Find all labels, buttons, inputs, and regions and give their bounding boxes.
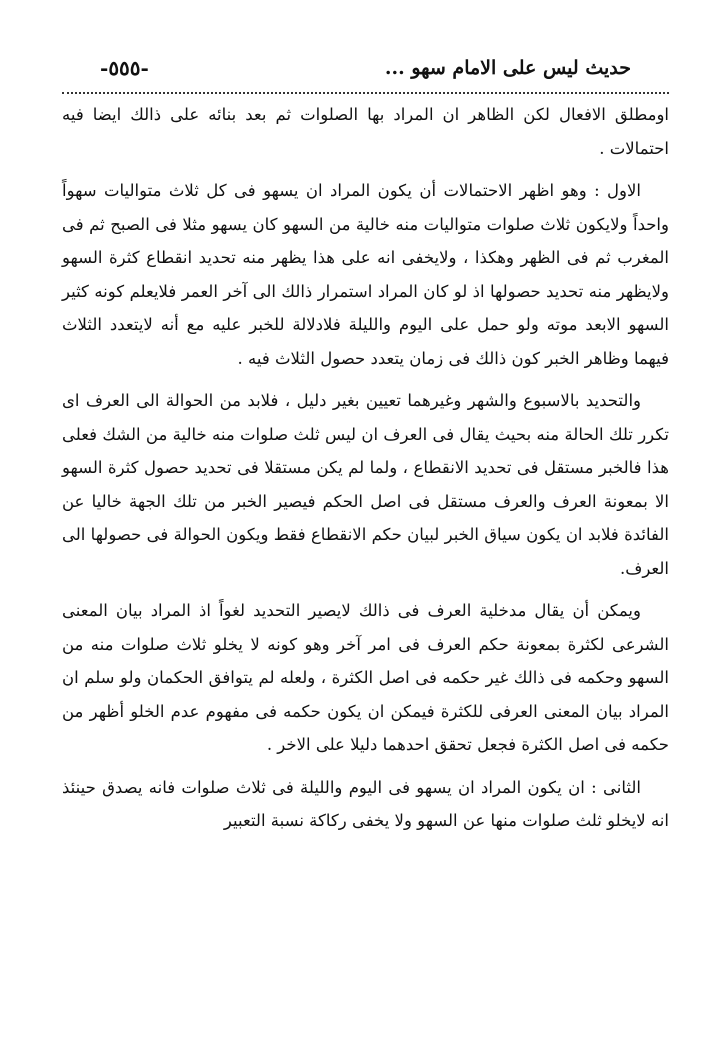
body-text: [62, 98, 669, 847]
page-header: [100, 50, 631, 86]
paragraph: الاول : وهو اظهر الاحتمالات أن يكون المراد ان يسهو فى كل ثلاث متواليات سهواً واحداً ولايكون ثلاث صلوات متواليات منه خالية من السهو كان يسهو مثلا فى الصبح ثم فى المغرب ثم فى الظهر وهكذا ، ولايخفى انه على هذا يظهر منه تحديد انقطاع كثرة السهو ولايظهر منه تحديد حصولها اذ لو كان المراد استمرار ذالك الى آخر العمر فلايعلم كونه كثير السهو الابعد موته ولو حمل على اليوم والليلة فلادلالة للخبر عليه مع أنه لايتعدد الثلاث فيهما وظاهر الخبر كون ذالك فى زمان يتعدد حصول الثلاث فيه .: [62, 181, 669, 368]
paragraph: والتحديد بالاسبوع والشهر وغيرهما تعيين بغير دليل ، فلابد من الحوالة الى العرف اى تكرر تلك الحالة منه بحيث يقال فى العرف ان ليس ثلث صلوات منه خالية من الشك فعلى هذا فالخبر مستقل فى تحديد الانقطاع ، ولما لم يكن مستقلا فى تحديد حصول كثرة السهو الا بمعونة العرف والعرف مستقل فى اصل الحكم فيصير الخبر من تلك الجهة خاليا عن الفائدة فلابد ان يكون سياق الخبر لبيان حكم الانقطاع فقط ويكون الحوالة فى حصولها الى العرف.: [62, 391, 669, 578]
running-title: حديث ليس على الامام سهو ...: [384, 57, 631, 79]
paragraph: اومطلق الافعال لكن الظاهر ان المراد بها الصلوات ثم بعد بنائه على ذالك ايضا فيه احتمالات .: [62, 105, 669, 158]
paragraph: ويمكن أن يقال مدخلية العرف فى ذالك لايصير التحديد لغواً اذ المراد بيان المعنى الشرعى لكثرة بمعونة حكم العرف فى امر آخر وهو كونه لا يخلو ثلاث صلوات منه من السهو وحكمه فى ذالك غير حكمه فى اصل الكثرة ، ولعله لم يتوافق الحكمان ولو سلم ان المراد بيان المعنى العرفى للكثرة فيمكن ان يكون حكمه فى مفهوم عدم الخلو أظهر من حكمه فى اصل الكثرة فجعل تحقق احدهما دليلا على الاخر .: [62, 601, 669, 754]
paragraph: الثانى : ان يكون المراد ان يسهو فى اليوم والليلة فى ثلاث صلوات فانه يصدق حينئذ انه لايخلو ثلث صلوات منها عن السهو ولا يخفى ركاكة نسبة التعبير: [62, 777, 669, 830]
page-number: -٥٥٥-: [100, 56, 149, 80]
header-divider: [62, 92, 669, 94]
